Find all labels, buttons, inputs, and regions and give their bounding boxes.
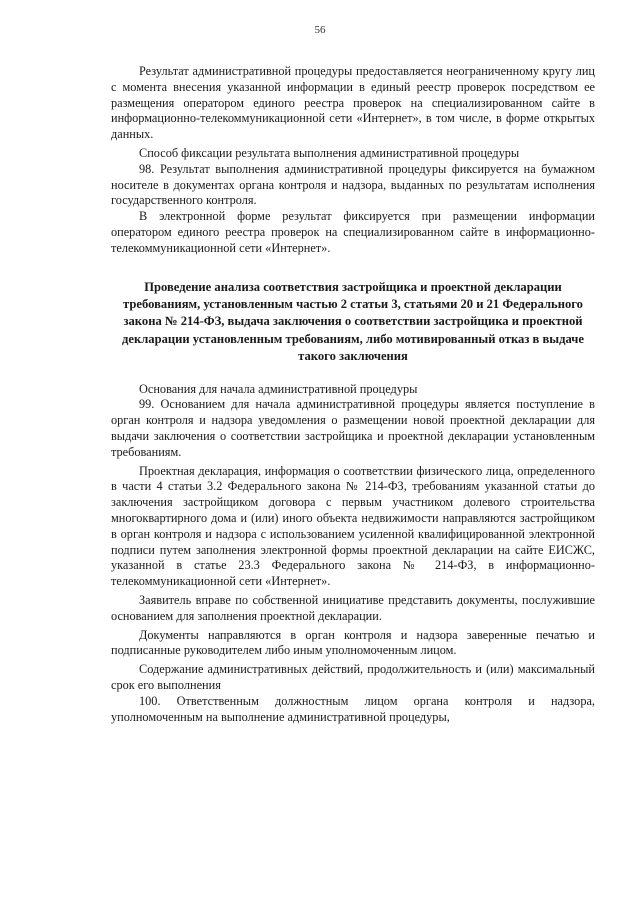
paragraph-99: 99. Основанием для начала административной процедуры является поступление в орган контроля и надзора уведомления о размещении новой проектной декларации для выдачи заключения о соответствии застройщика и проектной декларации установленным требованиям. [111, 397, 595, 459]
paragraph-fixation-method-title: Способ фиксации результата выполнения административной процедуры [139, 145, 520, 160]
paragraph-100: 100. Ответственным должностным лицом органа контроля и надзора, уполномоченным на выполнение административной процедуры, [111, 693, 595, 724]
paragraph-documents-sent: Документы направляются в орган контроля и надзора заверенные печатью и подписанные руководителем либо иным уполномоченным лицом. [111, 627, 595, 658]
paragraph-result-publication: Результат административной процедуры предоставляется неограниченному кругу лиц с момента внесения указанной информации в единый реестр проверок посредством ее размещения оператором единого реестра проверок на специализированном сайте в информационно-телекоммуникационной сети «Интернет», в том числе, в форме открытых данных. [111, 64, 595, 142]
section-heading: Проведение анализа соответствия застройщика и проектной декларации требованиям, установленным частью 2 статьи 3, статьями 20 и 21 Федерального закона № 214-ФЗ, выдача заключения о соответствии застройщика и проектной декларации установленным требованиям, либо мотивированный отказ в выдаче такого заключения [122, 279, 584, 364]
document-body [111, 64, 595, 725]
paragraph-project-declaration: Проектная декларация, информация о соответствии физического лица, определенного в части 4 статьи 3.2 Федерального закона № 214-ФЗ, требованиям указанной статьи до заключения застройщиком договора с первым участником долевого строительства многоквартирного дома и (или) иного объекта недвижимости направляются застройщиком в орган контроля и надзора с использованием усиленной квалифицированной электронной подписи путем заполнения электронной формы проектной декларации на сайте ЕИСЖС, указанной в статье 23.3 Федерального закона № 214-ФЗ, в информационно-телекоммуникационной сети «Интернет». [111, 463, 595, 589]
paragraph-electronic-form: В электронной форме результат фиксируется при размещении информации оператором единого реестра проверок на специализированном сайте в информационно-телекоммуникационной сети «Интернет». [111, 209, 595, 255]
paragraph-applicant-right: Заявитель вправе по собственной инициативе представить документы, послужившие основанием для заполнения проектной декларации. [111, 592, 595, 623]
paragraph-98: 98. Результат выполнения административной процедуры фиксируется на бумажном носителе в документах органа контроля и надзора, выданных по результатам исполнения государственного контроля. [111, 161, 595, 208]
paragraph-grounds-title: Основания для начала административной процедуры [139, 381, 418, 396]
page-number: 56 [314, 24, 326, 36]
paragraph-actions-content-title: Содержание административных действий, продолжительность и (или) максимальный срок его выполнения [111, 662, 595, 692]
